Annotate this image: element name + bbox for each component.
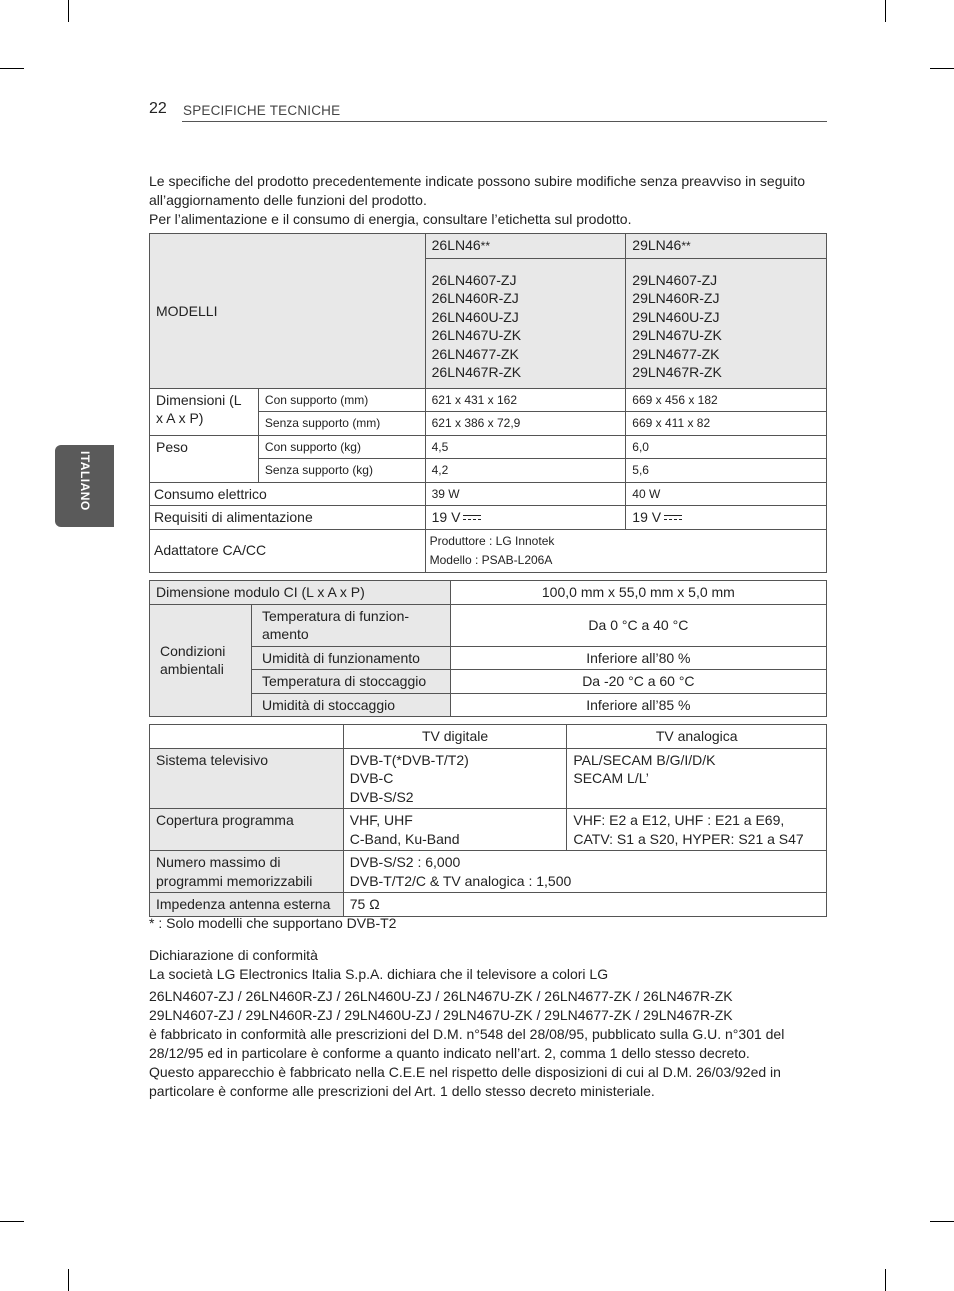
- adapter-value: Produttore : LG Innotek Modello : PSAB-L206A: [425, 529, 826, 572]
- max-programs-label: Numero massimo di programmi memorizzabili: [150, 851, 344, 893]
- crop-mark: [885, 0, 886, 22]
- antenna-label: Impedenza antenna esterna: [150, 893, 344, 917]
- condition-label: Umidità di funzionamento: [251, 646, 450, 670]
- condition-value: Inferiore all’80 %: [450, 646, 826, 670]
- declaration-body: Questo apparecchio è fabbricato nella C.E.E nel rispetto delle disposizioni di cui al D.M. 26/03/92ed in particolare è conforme alle prescrizioni del Art. 1 dello stesso decreto ministeriale.: [149, 1064, 781, 1099]
- condition-value: Da -20 °C a 60 °C: [450, 670, 826, 694]
- ci-module-label: Dimensione modulo CI (L x A x P): [150, 581, 451, 605]
- spec-value: 669 x 411 x 82: [626, 412, 827, 436]
- column-header: TV digitale: [343, 725, 567, 749]
- intro-paragraph: Per l’alimentazione e il consumo di energia, consultare l’etichetta sul prodotto.: [149, 211, 632, 227]
- language-tab: [55, 445, 114, 527]
- tv-system-label: Sistema televisivo: [150, 748, 344, 809]
- spec-value: 19 V: [626, 506, 827, 530]
- spec-value: 621 x 386 x 72,9: [425, 412, 626, 436]
- tv-spec-table: [149, 724, 827, 917]
- section-title: SPECIFICHE TECNICHE: [183, 103, 341, 118]
- spec-value: 6,0: [626, 435, 827, 459]
- with-stand-label: Con supporto (mm): [258, 388, 425, 412]
- crop-mark: [885, 1269, 886, 1291]
- header-divider: [182, 121, 827, 122]
- weight-label: Peso: [150, 435, 259, 482]
- crop-mark: [930, 1221, 954, 1222]
- footnote: * : Solo modelli che supportano DVB-T2: [149, 915, 397, 931]
- analog-value: PAL/SECAM B/G/I/D/K SECAM L/L’: [567, 748, 827, 809]
- series-header: 26LN46**: [425, 234, 626, 259]
- crop-mark: [68, 0, 69, 22]
- models-spec-table: [149, 233, 827, 573]
- without-stand-label: Senza supporto (kg): [258, 459, 425, 483]
- declaration-intro: La società LG Electronics Italia S.p.A. dichiara che il televisore a colori LG: [149, 966, 609, 982]
- series-header: 29LN46**: [626, 234, 827, 259]
- column-header: TV analogica: [567, 725, 827, 749]
- spec-value: 669 x 456 x 182: [626, 388, 827, 412]
- condition-value: Da 0 °C a 40 °C: [450, 604, 826, 646]
- dc-symbol-icon: [463, 515, 481, 521]
- declaration: [149, 946, 839, 1101]
- declaration-body: è fabbricato in conformità alle prescrizioni del D.M. n°548 del 28/08/95, pubblicato sulla G.U. n°301 del 28/12/95 ed in particolare è conforme a quanto indicato nell’art. 2, comma 1 dello stesso decreto.: [149, 1026, 785, 1061]
- declaration-title: Dichiarazione di conformità: [149, 947, 318, 963]
- spec-value: 39 W: [425, 482, 626, 506]
- crop-mark: [0, 1221, 24, 1222]
- model-list: 29LN4607-ZJ 29LN460R-ZJ 29LN460U-ZJ 29LN467U-ZK 29LN4677-ZK 29LN467R-ZK: [626, 258, 827, 388]
- language-tab-label: ITALIANO: [78, 451, 92, 511]
- with-stand-label: Con supporto (kg): [258, 435, 425, 459]
- crop-mark: [68, 1269, 69, 1291]
- declaration-models: 26LN4607-ZJ / 26LN460R-ZJ / 26LN460U-ZJ / 26LN467U-ZK / 26LN4677-ZK / 26LN467R-ZK: [149, 988, 733, 1004]
- ci-module-value: 100,0 mm x 55,0 mm x 5,0 mm: [450, 581, 826, 605]
- empty-header: [150, 725, 344, 749]
- power-requirements-label: Requisiti di alimentazione: [150, 506, 426, 530]
- spec-value: 4,2: [425, 459, 626, 483]
- crop-mark: [930, 68, 954, 69]
- dc-symbol-icon: [664, 515, 682, 521]
- condition-label: Temperatura di funzion-amento: [251, 604, 450, 646]
- model-list: 26LN4607-ZJ 26LN460R-ZJ 26LN460U-ZJ 26LN467U-ZK 26LN4677-ZK 26LN467R-ZK: [425, 258, 626, 388]
- without-stand-label: Senza supporto (mm): [258, 412, 425, 436]
- adapter-label: Adattatore CA/CC: [150, 529, 426, 572]
- page-number: 22: [149, 100, 167, 117]
- spec-value: 4,5: [425, 435, 626, 459]
- models-label: MODELLI: [150, 234, 426, 389]
- coverage-label: Copertura programma: [150, 809, 344, 851]
- crop-mark: [0, 68, 24, 69]
- antenna-value: 75 Ω: [343, 893, 826, 917]
- analog-value: VHF: E2 a E12, UHF : E21 a E69, CATV: S1 a S20, HYPER: S21 a S47: [567, 809, 827, 851]
- condition-label: Umidità di stoccaggio: [251, 693, 450, 717]
- dimensions-label: Dimensioni (L x A x P): [150, 388, 259, 435]
- spec-value: 5,6: [626, 459, 827, 483]
- environment-spec-table: [149, 580, 827, 717]
- digital-value: DVB-T(*DVB-T/T2) DVB-C DVB-S/S2: [343, 748, 567, 809]
- intro-text: [149, 172, 829, 229]
- conditions-label: Condizioni ambientali: [150, 604, 252, 717]
- max-programs-value: DVB-S/S2 : 6,000 DVB-T/T2/C & TV analogica : 1,500: [343, 851, 826, 893]
- digital-value: VHF, UHF C-Band, Ku-Band: [343, 809, 567, 851]
- spec-value: 19 V: [425, 506, 626, 530]
- power-consumption-label: Consumo elettrico: [150, 482, 426, 506]
- condition-label: Temperatura di stoccaggio: [251, 670, 450, 694]
- condition-value: Inferiore all’85 %: [450, 693, 826, 717]
- declaration-models: 29LN4607-ZJ / 29LN460R-ZJ / 29LN460U-ZJ / 29LN467U-ZK / 29LN4677-ZK / 29LN467R-ZK: [149, 1007, 733, 1023]
- spec-value: 40 W: [626, 482, 827, 506]
- spec-value: 621 x 431 x 162: [425, 388, 626, 412]
- intro-paragraph: Le specifiche del prodotto precedentemente indicate possono subire modifiche senza preavviso in seguito all’aggiornamento delle funzioni del prodotto.: [149, 173, 806, 208]
